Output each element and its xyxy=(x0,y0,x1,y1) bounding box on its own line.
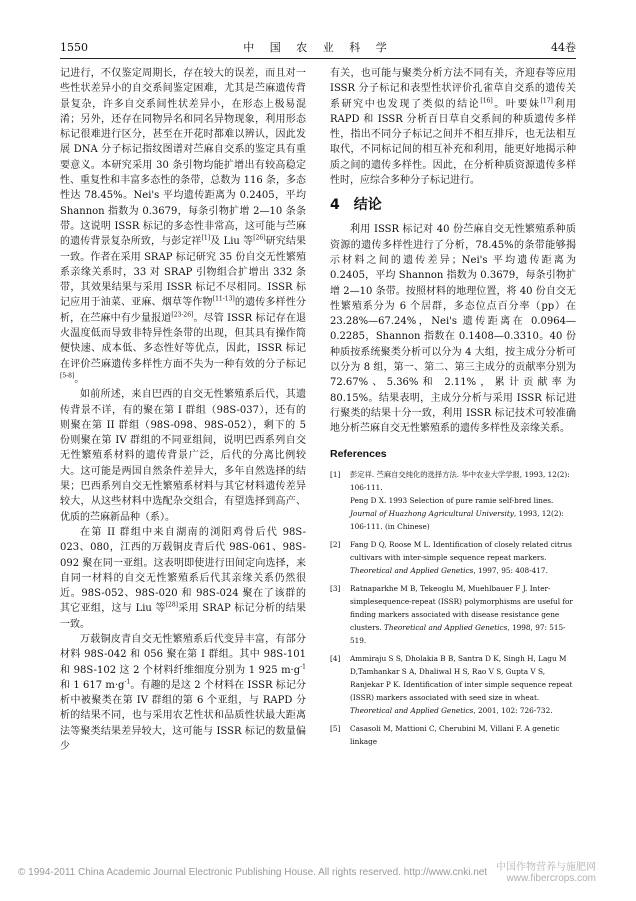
citation: [5-8] xyxy=(60,372,75,380)
reference-entry xyxy=(330,538,576,577)
discussion-paragraph-3: 在第 II 群组中来自湖南的浏阳鸡骨后代 98S-023、080，江西的万载铜皮青后代 98S-061、98S-092 聚在同一亚组。这表明即使进行田间定向选择，来自同一材料的自交无性繁殖系后代其亲缘关系仍然很近。98S-052、98S-020 和 98S-024 聚在了该群的其它亚组，这与 Liu 等[28]采用 SRAP 标记分析的结果一致。 xyxy=(60,526,307,630)
page-number: 1550 xyxy=(60,41,88,54)
reference-number: [4] xyxy=(330,653,341,663)
reference-number: [3] xyxy=(330,583,341,593)
citation: [23-26] xyxy=(171,311,194,319)
reference-number: [5] xyxy=(330,723,341,733)
left-column xyxy=(60,66,306,754)
running-header xyxy=(60,40,576,56)
reference-text: Peng D X. 1993 Selection of pure ramie self-bred lines. Journal of Huazhong Agricultural University, 1993, 12(2): 106-111. (in Chinese) xyxy=(350,495,564,531)
header-rule xyxy=(60,58,576,59)
section-heading-conclusion: 4 结论 xyxy=(330,197,382,214)
reference-list xyxy=(330,468,576,748)
reference-number: [2] xyxy=(330,539,341,549)
reference-text: 彭定祥. 苎麻自交纯化的选择方法. 华中农业大学学报, 1993, 12(2): 106-111. xyxy=(350,469,570,492)
reference-entry xyxy=(330,652,576,717)
citation: [11-13] xyxy=(212,296,235,304)
discussion-paragraph-5: 有关，也可能与聚类分析方法不同有关，齐迎春等应用 ISSR 分子标记和表型性状评价孔雀草自交系的遗传关系研究中也发现了类似的结论[16]。叶要妹[17]利用 RAPD 和 ISSR 分析百日草自交系间的种质遗传多样性，指出不同分子标记之间并不相互排斥，也无法相互取代，不同标记间的相互补充和利用，能更好地揭示种质之间的遗传多样性。因此，在分析种质资源遗传多样性时，应综合多种分子标记进行。 xyxy=(330,68,577,187)
journal-name: Theoretical and Applied Genetics xyxy=(350,705,474,715)
journal-name: Journal of Huazhong Agricultural University xyxy=(350,508,514,518)
reference-number: [1] xyxy=(330,469,341,479)
citation: [17] xyxy=(540,97,553,105)
right-column xyxy=(330,66,576,753)
journal-name: Theoretical and Applied Genetics xyxy=(350,565,474,575)
citation: [26] xyxy=(253,234,266,242)
references-heading: References xyxy=(330,447,387,460)
reference-text: Fang D Q, Roose M L. Identification of closely related citrus cultivars with inter-simple sequence repeat markers. Theoretical and Applied Genetics, 1997, 95: 408-417. xyxy=(350,539,572,575)
discussion-paragraph-2: 如前所述，来自巴西的自交无性繁殖系后代，其遗传背景不详，有的聚在第 I 群组（98S-037），还有的则聚在第 II 群组（98S-098、98S-052），剩下的 5 份则聚在第 IV 群组的不同亚组间，说明巴西系列自交无性繁殖系材料的遗传背景广泛，后代的分离比例较大。这可能是两国自然条件差异大，多年自然选择的结果；巴西系列自交无性繁殖系材料与其它材料遗传差异较大，从这些材料中选配杂交组合，有望选择到高产、优质的苎麻新品种（系）。 xyxy=(60,389,306,523)
reference-entry xyxy=(330,582,576,647)
volume-label: 44卷 xyxy=(551,41,576,54)
discussion-paragraph-1: 记进行，不仅鉴定周期长，存在较大的误差，而且对一些性状差异小的自交系间鉴定困难，尤其是苎麻遗传背景复杂，许多自交系间性状差异小，在形态上极易混淆；另外，还存在同物异名和同名异物现象，利用形态标记很难进行区分，甚至在开花时都难以辨认，因此发展 DNA 分子标记指纹图谱对苎麻自交系的鉴定具有重要意义。本研究采用 30 条引物均能扩增出有较高稳定性、重复性和丰富多态性的条带，总数为 116 条，多态性达 78.45%。Nei's 平均遗传距离为 0.2405，平均 Shannon 指数为 0.3679，每条引物扩增 2—10 条条带。这说明 ISSR 标记的多态性非常高，这可能与苎麻的遗传背景复杂所致，与彭定祥[1]及 Liu 等[26]研究结果一致。作者在采用 SRAP 标记研究 35 份自交无性繁殖系亲缘关系时，33 对 SRAP 引物组合扩增出 332 条带，其效果结果与采用 ISSR 标记不尽相同。ISSR 标记应用于油菜、亚麻、烟草等作物[11-13]的遗传多样性分析，在苎麻中有少量报道[23-26]。尽管 ISSR 标记存在退火温度低而导致非特异性条带的出现，但其具有操作简便快速、成本低、多态性好等优点，因此，ISSR 标记在评价苎麻遗传多样性方面不失为一种有效的分子标记[5-8]。 xyxy=(60,68,307,385)
watermark: 中国作物营养与施肥网 www.fibercrops.com xyxy=(496,862,596,884)
citation: [16] xyxy=(480,97,493,105)
reference-text: Casasoli M, Mattioni C, Cherubini M, Villani F. A genetic linkage xyxy=(350,723,560,746)
copyright-line: © 1994-2011 China Academic Journal Electronic Publishing House. All rights reserved. http://www.cnki.net xyxy=(18,867,488,878)
citation: [1] xyxy=(201,234,211,242)
page-footer xyxy=(18,862,596,884)
discussion-paragraph-4: 万载铜皮青自交无性繁殖系后代变异丰富，有部分材料 98S-042 和 056 聚在第 I 群组。其中 98S-101 和 98S-102 这 2 个材料纤维细度分别为 1 925 $m\cdot g^{-1}$ 和 1 617 $m\cdot g^{-1}$。有趣的是这 2 个材料在 ISSR 标记分析中被聚类在第 IV 群组的第 6 个亚组，与 RAPD 分析的结果不同，也与采用农艺性状和品质性状最大距离法等聚类结果差异较大，这可能与 ISSR 标记的数量偏少 xyxy=(60,633,306,753)
reference-entry xyxy=(330,722,576,748)
reference-text: Ammiraju S S, Dholakia B B, Santra D K, Singh H, Lagu M D,Tamhankar S A, Dhaliwal H S, Rao V S, Gupta V S, Ranjekar P K. Identification of inter simple sequence repeat (ISSR) markers associated with seed size in wheat. Theoretical and Applied Genetics, 2001, 102: 726-732. xyxy=(350,653,573,715)
conclusion-paragraph: 利用 ISSR 标记对 40 份苎麻自交无性繁殖系种质资源的遗传多样性进行了分析，78.45%的条带能够揭示材料之间的遗传差异；Nei's 平均遗传距离为 0.2405，平均 Shannon 指数为 0.3679，每条引物扩增 2—10 条带。按照材料的地理位置，将 40 份自交无性繁殖系分为 6 个居群，多态位点百分率（pp）在 23.28%—67.24%，Nei's 遗传距离在 0.0964—0.2285，Shannon 指数在 0.1408—0.3310。40 份种质按系统聚类分析可以分为 4 大组，按主成分分析可以分为 8 组，第一、第二、第三主成分的贡献率分别为 72.67%、5.36%和 2.11%，累计贡献率为 80.15%。结果表明，主成分分析与采用 ISSR 标记进行聚类的结果十分一致，利用 ISSR 标记技术可较准确地分析苎麻自交无性繁殖系的遗传多样性及亲缘关系。 xyxy=(330,224,576,435)
journal-title: 中 国 农 业 科 学 xyxy=(243,41,393,54)
reference-text: Ratnaparkhe M B, Tekeoglu M, Muehlbauer F J. Inter-simplesequence-repeat (ISSR) polymorphisms are useful for finding markers associated with disease resistance gene clusters. Theoretical and Applied Genetics, 1998, 97: 515-519. xyxy=(350,583,573,645)
citation: [28] xyxy=(165,602,178,610)
journal-name: Theoretical and Applied Genetics xyxy=(384,622,508,632)
reference-entry xyxy=(330,468,576,533)
